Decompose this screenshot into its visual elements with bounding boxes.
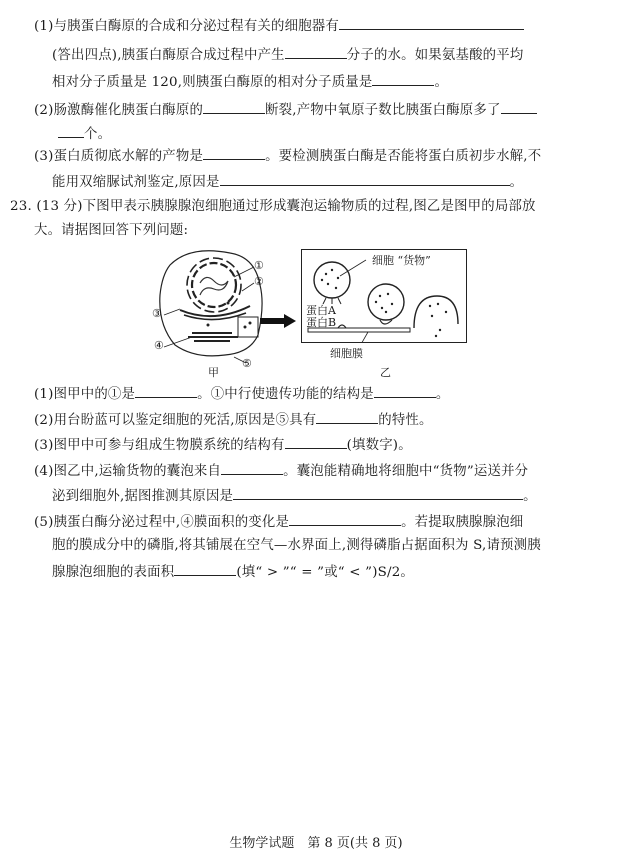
q22-sub1-line2 [52,45,523,65]
answer-blank[interactable] [220,172,510,186]
q23-sub4-line2 [52,486,537,506]
q23-sub4-text: (4)图乙中,运输货物的囊泡来自 [34,464,222,479]
q22-sub1-line3 [52,72,448,92]
figure-jia [150,245,290,375]
cell-diagram-icon [150,245,290,375]
answer-blank[interactable] [372,72,434,86]
q22-sub3-text: 。 [509,175,524,190]
q23-sub1-text: (1)图甲中的①是 [34,387,136,402]
label-2: ② [254,275,264,288]
q23-sub5-line1 [34,512,523,532]
q22-sub3-text: 。要检测胰蛋白酶是否能将蛋白质初步水解,不 [265,149,542,164]
answer-blank[interactable] [174,562,236,576]
answer-blank[interactable] [289,512,401,526]
q22-sub1-line1 [34,16,524,36]
q23-sub1 [34,384,449,404]
label-1: ① [254,259,264,272]
q22-sub1-text: 分子的水。如果氨基酸的平均 [346,48,524,63]
q22-sub3-line1 [34,146,541,166]
q22-sub2-text: 个。 [84,127,112,142]
answer-blank[interactable] [135,384,197,398]
answer-blank[interactable] [339,16,524,30]
q23-sub5-text: 腺腺泡细胞的表面积 [52,565,175,580]
q22-sub3-text: (3)蛋白质彻底水解的产物是 [34,149,204,164]
q23-sub5-text: (5)胰蛋白酶分泌过程中,④膜面积的变化是 [34,515,290,530]
q22-sub1-text: (1)与胰蛋白酶原的合成和分泌过程有关的细胞器有 [34,19,339,34]
q23-sub5-line3 [52,562,414,582]
q23-sub5-text: 。若提取胰腺腺泡细 [401,515,524,530]
q23-sub3-text: (填数字)。 [346,438,412,453]
q23-sub2-text: 的特性。 [378,413,433,428]
q23-sub5-text: (填“ > ”“ = ”或“ < ”)S/2。 [236,565,415,580]
label-cargo: 细胞 “货物” [372,254,431,267]
answer-blank[interactable] [233,486,523,500]
q22-sub2-text: 断裂,产物中氧原子数比胰蛋白酶原多了 [265,103,501,118]
figure-yi-caption: 乙 [380,366,391,379]
q22-sub2-line1 [34,100,537,120]
q23-header-cont: 大。请据图回答下列问题: [34,223,189,238]
answer-blank[interactable] [285,45,347,59]
label-membrane: 细胞膜 [330,347,363,360]
q22-sub2-line2 [58,124,111,144]
answer-blank[interactable] [316,410,378,424]
q23-sub3 [34,435,412,455]
q23-sub2 [34,410,433,430]
q23-sub4-text: 。囊泡能精确地将细胞中“货物”运送并分 [283,464,529,479]
q22-sub3-line2 [52,172,523,192]
page-footer: 生物学试题 第 8 页(共 8 页) [229,836,403,851]
q22-sub1-text: 。 [434,75,449,90]
label-protein-a: 蛋白A [306,304,336,317]
answer-blank[interactable] [221,461,283,475]
figure-yi [301,249,467,343]
arrow-right-icon [260,314,296,328]
label-5: ⑤ [242,357,252,370]
figure-jia-caption: 甲 [208,366,219,379]
q23-header: 23. (13 分)下图甲表示胰腺腺泡细胞通过形成囊泡运输物质的过程,图乙是图甲的局部放 [10,199,536,214]
label-3: ③ [152,307,162,320]
q23-sub4-text: 。 [523,489,537,504]
q23-sub4-line1 [34,461,528,481]
answer-blank[interactable] [285,435,347,449]
label-protein-b: 蛋白B [306,316,337,329]
q23-sub5-line2: 胞的膜成分中的磷脂,将其铺展在空气—水界面上,测得磷脂占据面积为 S,请预测胰 [52,538,541,553]
q23-sub1-text: 。①中行使遗传功能的结构是 [197,387,374,402]
q22-sub1-text: 相对分子质量是 120,则胰蛋白酶原的相对分子质量是 [52,75,373,90]
answer-blank[interactable] [203,146,265,160]
q23-sub2-text: (2)用台盼蓝可以鉴定细胞的死活,原因是⑤具有 [34,413,317,428]
q23-sub4-text: 泌到细胞外,据图推测其原因是 [52,489,234,504]
answer-blank[interactable] [58,124,84,138]
q23-sub3-text: (3)图甲中可参与组成生物膜系统的结构有 [34,438,285,453]
q23-sub1-text: 。 [435,387,450,402]
q22-sub3-text: 能用双缩脲试剂鉴定,原因是 [52,175,220,190]
label-4: ④ [154,339,164,352]
q22-sub2-text: (2)肠激酶催化胰蛋白酶原的 [34,103,204,118]
answer-blank[interactable] [203,100,265,114]
answer-blank[interactable] [374,384,436,398]
q22-sub1-text: (答出四点),胰蛋白酶原合成过程中产生 [52,48,285,63]
answer-blank[interactable] [501,100,537,114]
